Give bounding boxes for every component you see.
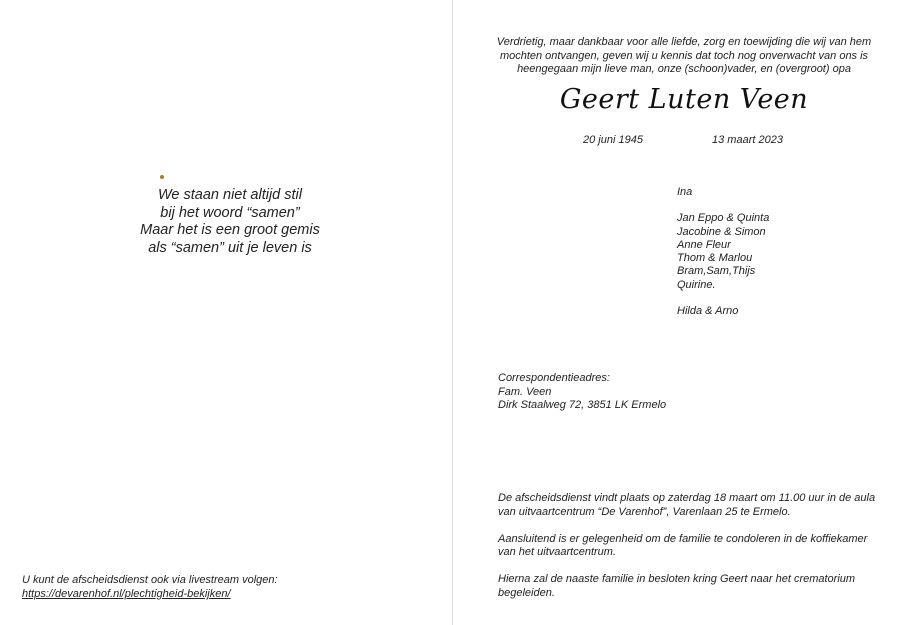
poem-line: Maar het is een groot gemis xyxy=(140,222,320,238)
family-group xyxy=(677,305,769,318)
correspondence-name: Fam. Veen xyxy=(498,385,552,398)
poem-line: als “samen” uit je leven is xyxy=(148,239,312,256)
family-group xyxy=(677,186,769,199)
family-group xyxy=(677,212,769,292)
card-fold-divider xyxy=(452,0,453,625)
birth-date: 20 juni 1945 xyxy=(583,134,643,146)
family-member: Ina xyxy=(677,186,693,198)
correspondence-address xyxy=(498,372,666,413)
family-member: Hilda & Arno xyxy=(677,305,739,318)
poem-line: We staan niet altijd stil xyxy=(158,187,302,203)
service-details xyxy=(498,492,878,614)
family-member: Jacobine & Simon xyxy=(677,225,766,238)
family-list xyxy=(677,186,769,331)
service-paragraph: Hierna zal de naaste familie in besloten kring Geert naar het crematorium begeleiden. xyxy=(498,573,856,599)
service-paragraph: Aansluitend is er gelegenheid om de familie te condoleren in de koffiekamer van het uitvaartcentrum. xyxy=(498,532,868,558)
death-date: 13 maart 2023 xyxy=(712,134,783,146)
memorial-poem xyxy=(100,187,360,257)
announcement-intro: Verdrietig, maar dankbaar voor alle liefde, zorg en toewijding die wij van hem mochten ontvangen, geven wij u kennis dat toch nog onverwacht van ons is heengegaan mijn lieve man, onze (schoon)vader, en (overgroot) opa xyxy=(496,36,872,75)
family-member: Quirine. xyxy=(677,278,716,291)
livestream-text: U kunt de afscheidsdienst ook via livestream volgen: xyxy=(22,574,278,586)
service-paragraph: De afscheidsdienst vindt plaats op zaterdag 18 maart om 11.00 uur in de aula van uitvaartcentrum “De Varenhof”, Varenlaan 25 te Ermelo. xyxy=(498,492,876,518)
correspondence-label: Correspondentieadres: xyxy=(498,372,610,384)
correspondence-street: Dirk Staalweg 72, 3851 LK Ermelo xyxy=(498,399,667,411)
family-member: Anne Fleur xyxy=(677,238,731,251)
family-member: Bram,Sam,Thijs xyxy=(677,265,756,278)
family-member: Jan Eppo & Quinta xyxy=(677,212,770,225)
poem-line: bij het woord “samen” xyxy=(160,204,300,221)
family-member: Thom & Marlou xyxy=(677,252,753,265)
decorative-dot xyxy=(160,175,164,179)
deceased-name: Geert Luten Veen xyxy=(559,84,809,115)
livestream-link[interactable]: https://devarenhof.nl/plechtigheid-bekijken/ xyxy=(22,588,231,600)
livestream-notice xyxy=(22,573,278,601)
